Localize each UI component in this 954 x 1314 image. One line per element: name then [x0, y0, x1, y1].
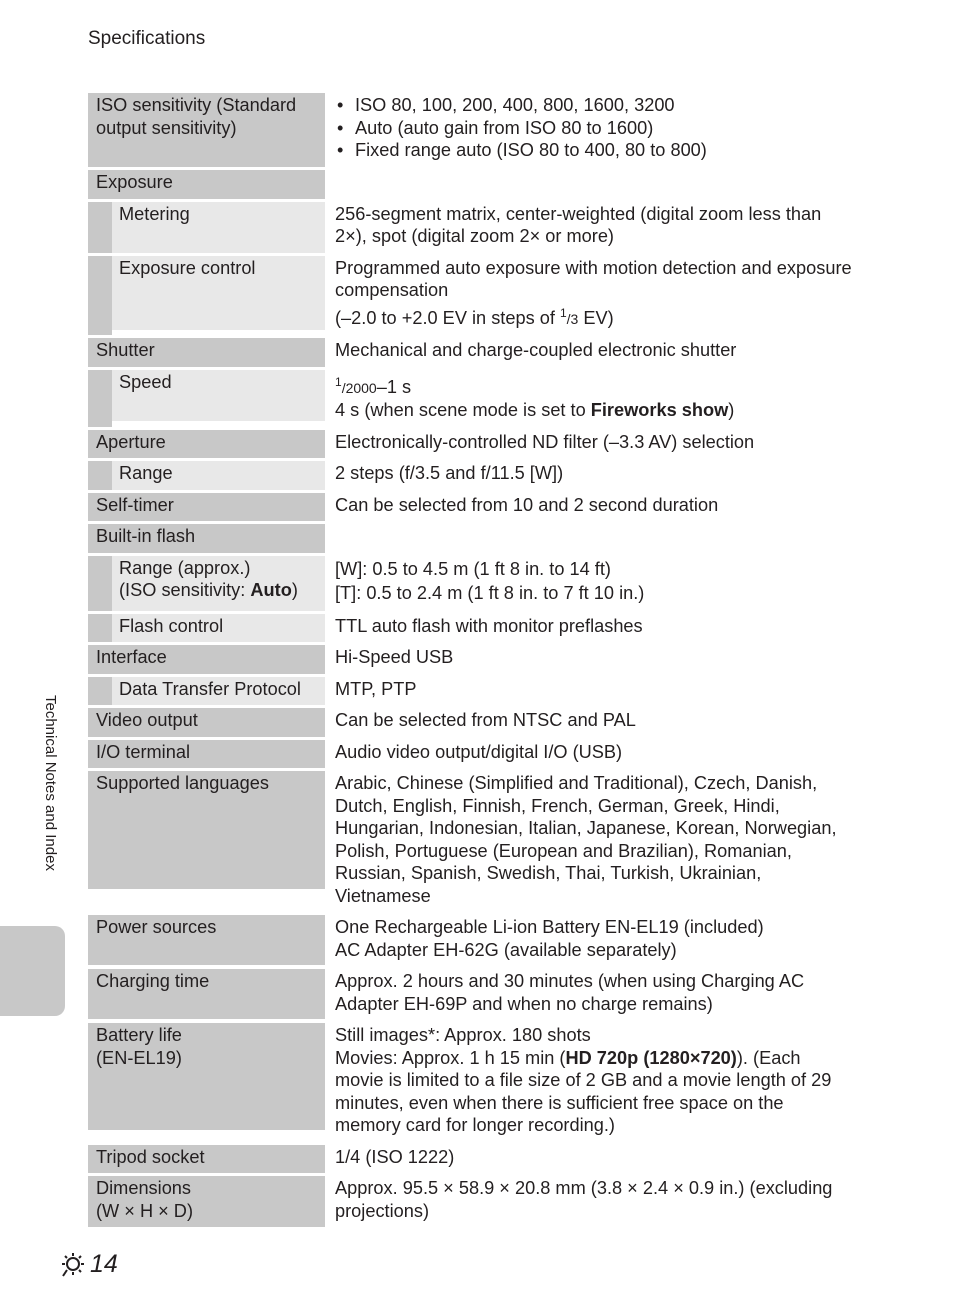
spec-value-list — [325, 93, 858, 167]
spec-label: Tripod socket — [88, 1145, 325, 1174]
spec-value: Can be selected from NTSC and PAL — [335, 710, 636, 731]
value-text: ) — [728, 400, 735, 421]
spec-sublabel — [112, 556, 325, 611]
spec-label — [88, 1176, 325, 1227]
spec-value: Electronically-controlled ND filter (–3.3 AV) selection — [335, 431, 755, 452]
spec-row-languages — [88, 771, 858, 912]
spec-label: Charging time — [88, 969, 325, 1019]
sub-label-cell — [88, 461, 325, 490]
list-item: • Fixed range auto (ISO 80 to 400, 80 to 800) — [335, 139, 852, 162]
spec-value: Arabic, Chinese (Simplified and Traditional), Czech, Danish, Dutch, English, Finnish, French, German, Greek, Hindi, Hungarian, Indonesian, Italian, Japanese, Korean, Norwegian, Polish, Portuguese (European and Brazilian), Romanian, Russian, Spanish, Swedish, Thai, Turkish, Ukrainian, Vietnamese — [335, 773, 837, 906]
spec-row-tripod — [88, 1145, 858, 1174]
spec-label: Supported languages — [88, 771, 325, 889]
spec-sublabel: Data Transfer Protocol — [112, 677, 325, 706]
spec-label: Exposure — [88, 170, 325, 199]
section-tab-label: Technical Notes and Index — [42, 695, 59, 871]
sublabel-text: ) — [291, 580, 298, 601]
list-item: • Auto (auto gain from ISO 80 to 1600) — [335, 117, 852, 140]
spec-row-flash — [88, 524, 858, 553]
fraction-numerator: 1 — [559, 305, 567, 320]
sublabel-text: Range (approx.) — [119, 557, 251, 578]
spec-sublabel: Flash control — [112, 614, 325, 643]
indent-bar — [88, 370, 112, 427]
spec-row-dimensions — [88, 1176, 858, 1227]
spec-row-iso — [88, 93, 858, 167]
spec-value: Approx. 95.5 × 58.9 × 20.8 mm (3.8 × 2.4 × 0.9 in.) (excluding projections) — [335, 1178, 833, 1221]
value-bold: Fireworks show — [590, 400, 729, 421]
spec-label: Aperture — [88, 430, 325, 459]
indent-bar — [88, 614, 112, 643]
spec-row-power — [88, 915, 858, 966]
spec-label: I/O terminal — [88, 740, 325, 769]
indent-bar — [88, 677, 112, 706]
spec-value — [325, 1023, 858, 1142]
spec-label: Power sources — [88, 915, 325, 965]
value-text: Programmed auto exposure with motion detection and exposure compensation — [335, 257, 852, 300]
sub-label-cell — [88, 370, 325, 427]
spec-label: Video output — [88, 708, 325, 737]
indent-bar — [88, 461, 112, 490]
spec-label: Shutter — [88, 338, 325, 367]
spec-label: Interface — [88, 645, 325, 674]
spec-label: Self-timer — [88, 493, 325, 522]
spec-row-exposure-control — [88, 256, 858, 336]
value-text: 4 s (when scene mode is set to — [335, 400, 591, 421]
page-header: Specifications — [88, 28, 206, 49]
spec-value — [325, 556, 858, 611]
spec-sublabel: Metering — [112, 202, 325, 253]
spec-row-exposure — [88, 170, 858, 199]
label-text: Battery life — [96, 1025, 182, 1046]
spec-value: MTP, PTP — [335, 678, 417, 699]
spec-row-video-output — [88, 708, 858, 737]
spec-sublabel: Range — [112, 461, 325, 490]
spec-value — [325, 370, 858, 427]
reference-icon — [60, 1251, 88, 1279]
label-text: (EN-EL19) — [96, 1047, 182, 1068]
spec-value: Mechanical and charge-coupled electronic shutter — [335, 340, 737, 361]
sublabel-bold: Auto — [250, 580, 292, 601]
spec-value: TTL auto flash with monitor preflashes — [335, 615, 643, 636]
spec-value: Approx. 2 hours and 30 minutes (when using Charging AC Adapter EH-69P and when no charge remains) — [335, 971, 805, 1014]
spec-row-protocol — [88, 677, 858, 706]
spec-label: Built-in flash — [88, 524, 325, 553]
spec-row-speed — [88, 370, 858, 427]
list-item: • ISO 80, 100, 200, 400, 800, 1600, 3200 — [335, 94, 852, 117]
spec-value: Audio video output/digital I/O (USB) — [335, 741, 623, 762]
spec-value-empty — [325, 524, 858, 553]
value-text: AC Adapter EH-62G (available separately) — [335, 939, 677, 960]
value-text: One Rechargeable Li-ion Battery EN-EL19 (included) — [335, 917, 764, 938]
spec-row-aperture — [88, 430, 858, 459]
sub-label-cell — [88, 202, 325, 253]
sublabel-text: (ISO sensitivity: — [119, 580, 251, 601]
spec-row-shutter — [88, 338, 858, 367]
spec-label — [88, 1023, 325, 1130]
spec-row-io-terminal — [88, 740, 858, 769]
spec-value: 2 steps (f/3.5 and f/11.5 [W]) — [335, 463, 564, 484]
spec-row-battery — [88, 1023, 858, 1142]
spec-sublabel: Speed — [112, 370, 325, 421]
value-text: [W]: 0.5 to 4.5 m (1 ft 8 in. to 14 ft) — [335, 558, 611, 579]
spec-value: Hi-Speed USB — [335, 647, 454, 668]
label-text: Dimensions — [96, 1178, 192, 1199]
value-text: EV) — [578, 307, 614, 328]
spec-row-flash-control — [88, 614, 858, 643]
indent-bar — [88, 556, 112, 611]
value-text: Still images*: Approx. 180 shots — [335, 1025, 591, 1046]
label-text: (W × H × D) — [96, 1200, 194, 1221]
spec-row-charging — [88, 969, 858, 1020]
sub-label-cell — [88, 677, 325, 706]
spec-row-aperture-range — [88, 461, 858, 490]
spec-row-flash-range — [88, 556, 858, 611]
value-text: ). (Each movie is limited to a file size of 2 GB and a movie length of 29 minutes, even when there is sufficient free space on the memory card for longer recording.) — [335, 1047, 832, 1136]
spec-row-self-timer — [88, 493, 858, 522]
section-tab — [0, 926, 65, 1016]
value-text: (–2.0 to +2.0 EV in steps of — [335, 307, 560, 328]
spec-value: 1/4 (ISO 1222) — [335, 1146, 455, 1167]
spec-value: 256-segment matrix, center-weighted (digital zoom less than 2×), spot (digital zoom 2× or more) — [335, 203, 822, 246]
spec-value — [325, 915, 858, 966]
page-number-text: 14 — [90, 1250, 118, 1278]
page-number — [60, 1250, 118, 1279]
spec-value: Can be selected from 10 and 2 second duration — [335, 494, 719, 515]
spec-label: ISO sensitivity (Standard output sensitivity) — [88, 93, 325, 167]
value-text: Movies: Approx. 1 h 15 min ( — [335, 1047, 566, 1068]
spec-row-interface — [88, 645, 858, 674]
fraction-numerator: 1 — [335, 374, 342, 389]
specifications-table — [88, 93, 858, 1230]
fraction-denominator: /3 — [566, 310, 579, 327]
spec-row-metering — [88, 202, 858, 253]
sub-label-cell — [88, 256, 325, 336]
fraction-denominator: /2000 — [341, 379, 377, 396]
value-text: –1 s — [376, 376, 412, 397]
value-text: [T]: 0.5 to 2.4 m (1 ft 8 in. to 7 ft 10 in.) — [335, 583, 645, 604]
spec-sublabel: Exposure control — [112, 256, 325, 330]
indent-bar — [88, 256, 112, 336]
spec-value — [325, 256, 858, 336]
sub-label-cell — [88, 556, 325, 611]
spec-value-empty — [325, 170, 858, 199]
sub-label-cell — [88, 614, 325, 643]
indent-bar — [88, 202, 112, 253]
value-bold: HD 720p (1280×720) — [565, 1047, 737, 1068]
